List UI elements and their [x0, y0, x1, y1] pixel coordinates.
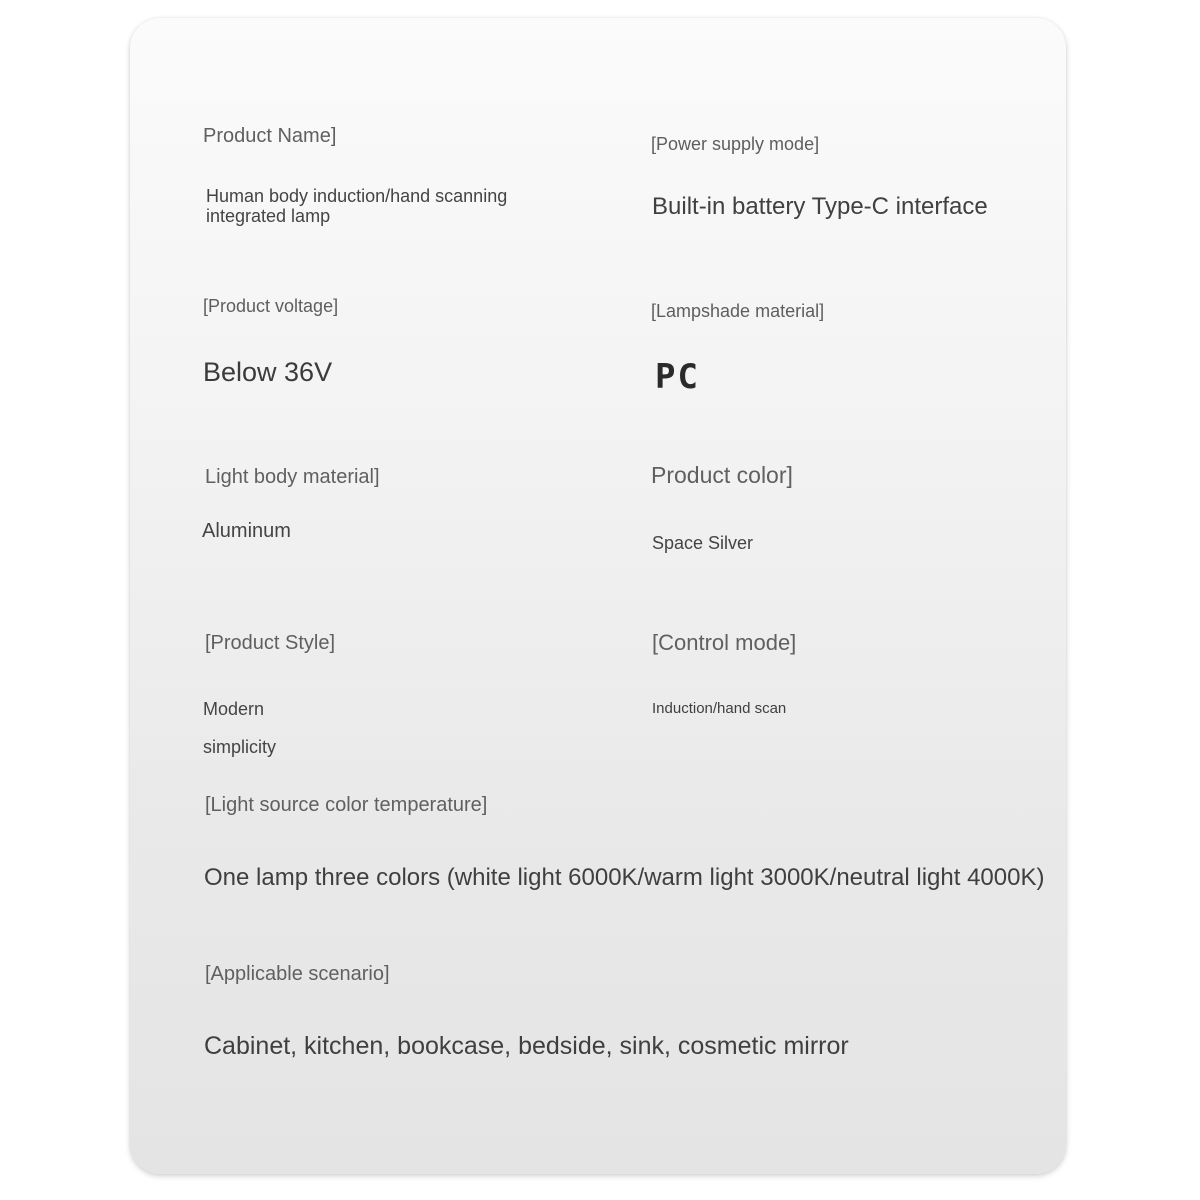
- control-mode-value: Induction/hand scan: [652, 700, 787, 717]
- product-style-label: [Product Style]: [205, 632, 336, 654]
- light-body-material-label: Light body material]: [205, 466, 380, 488]
- product-name-value: Human body induction/hand scanning integrated lamp: [206, 186, 508, 226]
- applicable-scenario-value: Cabinet, kitchen, bookcase, bedside, sink, cosmetic mirror: [204, 1032, 849, 1060]
- power-supply-mode-value: Built-in battery Type-C interface: [652, 193, 988, 220]
- product-name-label: Product Name]: [203, 125, 337, 147]
- lampshade-material-value: PC: [655, 357, 700, 397]
- control-mode-label: [Control mode]: [652, 630, 797, 655]
- light-body-material-value: Aluminum: [202, 520, 291, 542]
- product-style-value-line1: Modern: [203, 699, 265, 719]
- product-color-value: Space Silver: [652, 533, 754, 553]
- product-style-value-line2: simplicity: [203, 737, 277, 757]
- applicable-scenario-label: [Applicable scenario]: [205, 963, 390, 985]
- power-supply-mode-label: [Power supply mode]: [651, 134, 820, 154]
- product-voltage-label: [Product voltage]: [203, 296, 339, 316]
- product-voltage-value: Below 36V: [203, 357, 333, 387]
- product-color-label: Product color]: [651, 462, 793, 488]
- color-temperature-label: [Light source color temperature]: [205, 794, 488, 816]
- lampshade-material-label: [Lampshade material]: [651, 301, 825, 321]
- color-temperature-value: One lamp three colors (white light 6000K/warm light 3000K/neutral light 4000K): [204, 864, 1045, 891]
